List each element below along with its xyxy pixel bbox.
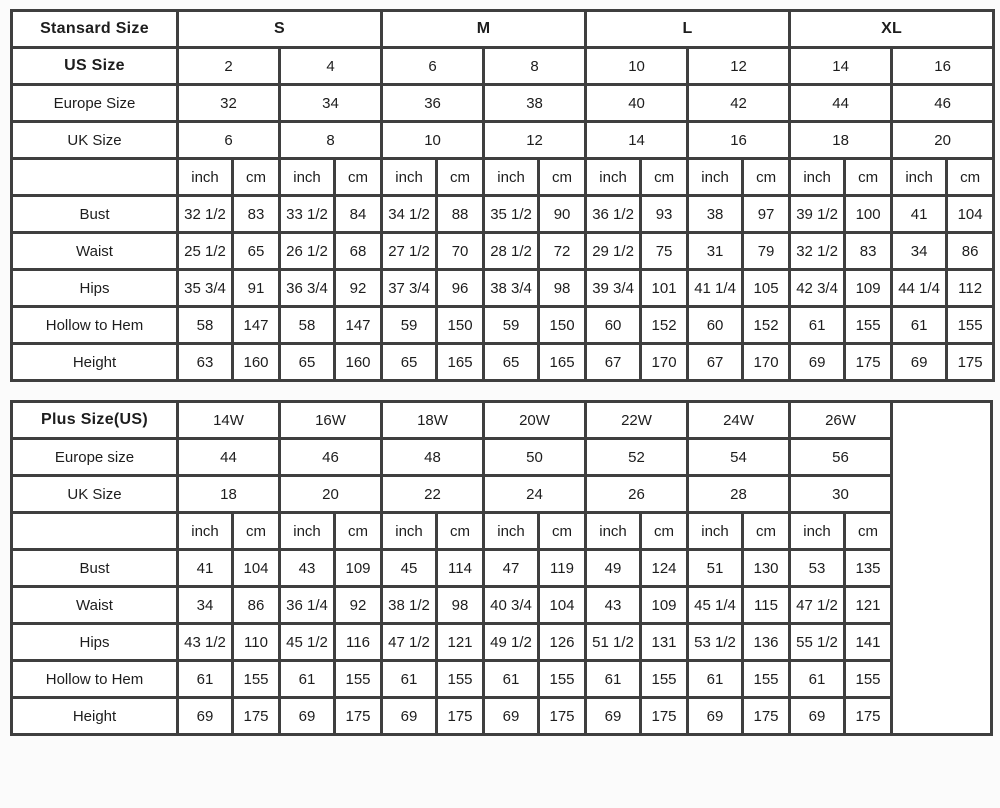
measurement-value-cell: 116 [335,624,382,661]
size-number-cell: 48 [382,439,484,476]
table-row [12,402,992,439]
measurement-value-cell: 136 [743,624,790,661]
measurement-value-cell: 40 3/4 [484,587,539,624]
measurement-value-cell: 97 [743,196,790,233]
measurement-value-cell: 55 1/2 [790,624,845,661]
measurement-value-cell: 175 [437,698,484,735]
standard-size-table [10,9,995,382]
measurement-value-cell: 131 [641,624,688,661]
size-number-cell: 10 [586,48,688,85]
measurement-value-cell: 69 [688,698,743,735]
size-chart-tables [10,9,990,736]
measurement-value-cell: 67 [586,344,641,381]
size-number-cell: 44 [178,439,280,476]
measurement-value-cell: 175 [233,698,280,735]
row-label: Europe size [12,439,178,476]
measurement-value-cell: 155 [539,661,586,698]
size-number-cell: 20 [892,122,994,159]
size-group-header-cell: M [382,11,586,48]
table-row [12,11,994,48]
measurement-value-cell: 34 [892,233,947,270]
unit-header-cell: inch [178,513,233,550]
measurement-value-cell: 44 1/4 [892,270,947,307]
table-row [12,476,992,513]
row-label: UK Size [12,476,178,513]
unit-header-cell: inch [586,513,641,550]
measurement-value-cell: 109 [335,550,382,587]
size-number-cell: 16W [280,402,382,439]
measurement-value-cell: 88 [437,196,484,233]
measurement-value-cell: 49 1/2 [484,624,539,661]
measurement-value-cell: 25 1/2 [178,233,233,270]
measurement-value-cell: 34 [178,587,233,624]
measurement-value-cell: 84 [335,196,382,233]
size-number-cell: 14 [586,122,688,159]
measurement-value-cell: 69 [892,344,947,381]
measurement-value-cell: 155 [947,307,994,344]
measurement-value-cell: 68 [335,233,382,270]
measurement-value-cell: 170 [641,344,688,381]
size-number-cell: 8 [280,122,382,159]
measurement-value-cell: 38 [688,196,743,233]
measurement-value-cell: 69 [484,698,539,735]
measurement-value-cell: 61 [178,661,233,698]
measurement-value-cell: 38 3/4 [484,270,539,307]
measurement-value-cell: 115 [743,587,790,624]
measurement-value-cell: 175 [539,698,586,735]
size-number-cell: 20 [280,476,382,513]
unit-header-cell: cm [539,159,586,196]
measurement-value-cell: 165 [437,344,484,381]
unit-header-cell: inch [688,159,743,196]
measurement-value-cell: 45 [382,550,437,587]
measurement-value-cell: 155 [335,661,382,698]
unit-header-cell: inch [382,513,437,550]
measurement-value-cell: 98 [437,587,484,624]
size-number-cell: 14 [790,48,892,85]
measurement-value-cell: 91 [233,270,280,307]
row-label: Hips [12,624,178,661]
measurement-value-cell: 59 [484,307,539,344]
measurement-value-cell: 83 [845,233,892,270]
measurement-value-cell: 34 1/2 [382,196,437,233]
size-number-cell: 24 [484,476,586,513]
measurement-value-cell: 86 [947,233,994,270]
size-number-cell: 28 [688,476,790,513]
table-row [12,344,994,381]
row-label: Europe Size [12,85,178,122]
measurement-value-cell: 69 [586,698,641,735]
unit-header-cell: cm [539,513,586,550]
measurement-value-cell: 150 [437,307,484,344]
unit-header-cell: cm [743,513,790,550]
size-number-cell: 16 [688,122,790,159]
size-number-cell: 50 [484,439,586,476]
size-number-cell: 32 [178,85,280,122]
measurement-value-cell: 150 [539,307,586,344]
measurement-value-cell: 152 [641,307,688,344]
measurement-value-cell: 61 [280,661,335,698]
unit-header-cell: inch [688,513,743,550]
measurement-value-cell: 86 [233,587,280,624]
measurement-value-cell: 121 [845,587,892,624]
measurement-value-cell: 104 [539,587,586,624]
measurement-value-cell: 112 [947,270,994,307]
measurement-value-cell: 69 [178,698,233,735]
measurement-value-cell: 43 [586,587,641,624]
measurement-value-cell: 135 [845,550,892,587]
table-row [12,698,992,735]
size-number-cell: 18W [382,402,484,439]
measurement-value-cell: 60 [586,307,641,344]
measurement-value-cell: 98 [539,270,586,307]
unit-header-cell: inch [790,513,845,550]
size-number-cell: 12 [688,48,790,85]
measurement-value-cell: 61 [586,661,641,698]
measurement-value-cell: 31 [688,233,743,270]
row-label [12,159,178,196]
measurement-value-cell: 69 [280,698,335,735]
size-number-cell: 40 [586,85,688,122]
unit-header-cell: inch [382,159,437,196]
size-number-cell: 22 [382,476,484,513]
measurement-value-cell: 58 [280,307,335,344]
size-number-cell: 2 [178,48,280,85]
measurement-value-cell: 69 [382,698,437,735]
unit-header-cell: cm [845,513,892,550]
size-number-cell: 44 [790,85,892,122]
measurement-value-cell: 104 [947,196,994,233]
measurement-value-cell: 35 1/2 [484,196,539,233]
measurement-value-cell: 155 [437,661,484,698]
measurement-value-cell: 60 [688,307,743,344]
size-number-cell: 36 [382,85,484,122]
row-label: US Size [12,48,178,85]
measurement-value-cell: 100 [845,196,892,233]
measurement-value-cell: 26 1/2 [280,233,335,270]
measurement-value-cell: 32 1/2 [790,233,845,270]
row-label: Plus Size(US) [12,402,178,439]
row-label: Waist [12,587,178,624]
measurement-value-cell: 45 1/4 [688,587,743,624]
measurement-value-cell: 36 1/4 [280,587,335,624]
row-label: Bust [12,196,178,233]
unit-header-cell: inch [892,159,947,196]
measurement-value-cell: 47 [484,550,539,587]
measurement-value-cell: 35 3/4 [178,270,233,307]
measurement-value-cell: 160 [233,344,280,381]
table-row [12,550,992,587]
unit-header-cell: cm [233,159,280,196]
measurement-value-cell: 51 [688,550,743,587]
table-row [12,85,994,122]
measurement-value-cell: 124 [641,550,688,587]
row-label: Height [12,344,178,381]
size-number-cell: 10 [382,122,484,159]
measurement-value-cell: 43 [280,550,335,587]
measurement-value-cell: 28 1/2 [484,233,539,270]
size-number-cell: 20W [484,402,586,439]
size-number-cell: 46 [892,85,994,122]
measurement-value-cell: 67 [688,344,743,381]
row-label: Hips [12,270,178,307]
measurement-value-cell: 92 [335,587,382,624]
unit-header-cell: inch [280,159,335,196]
size-number-cell: 26W [790,402,892,439]
unit-header-cell: cm [437,513,484,550]
table-row [12,270,994,307]
size-number-cell: 4 [280,48,382,85]
measurement-value-cell: 175 [845,344,892,381]
measurement-value-cell: 53 1/2 [688,624,743,661]
size-number-cell: 46 [280,439,382,476]
measurement-value-cell: 38 1/2 [382,587,437,624]
measurement-value-cell: 175 [335,698,382,735]
table-row [12,513,992,550]
measurement-value-cell: 160 [335,344,382,381]
measurement-value-cell: 41 1/4 [688,270,743,307]
size-number-cell: 30 [790,476,892,513]
measurement-value-cell: 119 [539,550,586,587]
measurement-value-cell: 155 [845,661,892,698]
measurement-value-cell: 36 1/2 [586,196,641,233]
empty-cell [892,402,992,735]
measurement-value-cell: 105 [743,270,790,307]
size-number-cell: 6 [178,122,280,159]
row-label: Hollow to Hem [12,307,178,344]
measurement-value-cell: 65 [280,344,335,381]
measurement-value-cell: 47 1/2 [382,624,437,661]
unit-header-cell: inch [178,159,233,196]
size-number-cell: 16 [892,48,994,85]
measurement-value-cell: 170 [743,344,790,381]
measurement-value-cell: 41 [178,550,233,587]
unit-header-cell: cm [947,159,994,196]
size-number-cell: 42 [688,85,790,122]
measurement-value-cell: 96 [437,270,484,307]
size-number-cell: 52 [586,439,688,476]
measurement-value-cell: 59 [382,307,437,344]
table-row [12,587,992,624]
measurement-value-cell: 147 [335,307,382,344]
unit-header-cell: inch [484,159,539,196]
unit-header-cell: cm [743,159,790,196]
measurement-value-cell: 65 [233,233,280,270]
plus-size-table [10,400,993,736]
unit-header-cell: inch [790,159,845,196]
size-number-cell: 14W [178,402,280,439]
unit-header-cell: cm [335,159,382,196]
measurement-value-cell: 69 [790,344,845,381]
measurement-value-cell: 53 [790,550,845,587]
row-label: Waist [12,233,178,270]
table-row [12,624,992,661]
measurement-value-cell: 83 [233,196,280,233]
row-label: Stansard Size [12,11,178,48]
measurement-value-cell: 121 [437,624,484,661]
measurement-value-cell: 175 [641,698,688,735]
measurement-value-cell: 101 [641,270,688,307]
measurement-value-cell: 141 [845,624,892,661]
size-number-cell: 18 [178,476,280,513]
table-row [12,307,994,344]
measurement-value-cell: 70 [437,233,484,270]
row-label: Bust [12,550,178,587]
measurement-value-cell: 126 [539,624,586,661]
size-number-cell: 26 [586,476,688,513]
measurement-value-cell: 175 [845,698,892,735]
measurement-value-cell: 42 3/4 [790,270,845,307]
row-label: Height [12,698,178,735]
measurement-value-cell: 39 1/2 [790,196,845,233]
measurement-value-cell: 41 [892,196,947,233]
measurement-value-cell: 61 [790,307,845,344]
measurement-value-cell: 43 1/2 [178,624,233,661]
measurement-value-cell: 61 [688,661,743,698]
measurement-value-cell: 63 [178,344,233,381]
measurement-value-cell: 90 [539,196,586,233]
table-row [12,159,994,196]
measurement-value-cell: 37 3/4 [382,270,437,307]
size-number-cell: 6 [382,48,484,85]
measurement-value-cell: 32 1/2 [178,196,233,233]
size-number-cell: 24W [688,402,790,439]
unit-header-cell: cm [641,513,688,550]
unit-header-cell: cm [437,159,484,196]
size-number-cell: 12 [484,122,586,159]
measurement-value-cell: 114 [437,550,484,587]
unit-header-cell: inch [484,513,539,550]
measurement-value-cell: 29 1/2 [586,233,641,270]
row-label: Hollow to Hem [12,661,178,698]
measurement-value-cell: 61 [892,307,947,344]
measurement-value-cell: 61 [382,661,437,698]
unit-header-cell: cm [233,513,280,550]
measurement-value-cell: 36 3/4 [280,270,335,307]
unit-header-cell: cm [641,159,688,196]
measurement-value-cell: 155 [845,307,892,344]
size-group-header-cell: L [586,11,790,48]
measurement-value-cell: 175 [743,698,790,735]
measurement-value-cell: 130 [743,550,790,587]
measurement-value-cell: 93 [641,196,688,233]
measurement-value-cell: 45 1/2 [280,624,335,661]
measurement-value-cell: 79 [743,233,790,270]
unit-header-cell: cm [335,513,382,550]
measurement-value-cell: 33 1/2 [280,196,335,233]
table-row [12,196,994,233]
measurement-value-cell: 175 [947,344,994,381]
measurement-value-cell: 61 [484,661,539,698]
size-group-header-cell: XL [790,11,994,48]
table-row [12,439,992,476]
row-label [12,513,178,550]
measurement-value-cell: 75 [641,233,688,270]
size-group-header-cell: S [178,11,382,48]
measurement-value-cell: 69 [790,698,845,735]
measurement-value-cell: 155 [233,661,280,698]
size-number-cell: 18 [790,122,892,159]
measurement-value-cell: 104 [233,550,280,587]
size-number-cell: 54 [688,439,790,476]
measurement-value-cell: 165 [539,344,586,381]
measurement-value-cell: 92 [335,270,382,307]
table-row [12,48,994,85]
table-row [12,661,992,698]
unit-header-cell: inch [280,513,335,550]
size-number-cell: 8 [484,48,586,85]
measurement-value-cell: 155 [743,661,790,698]
measurement-value-cell: 27 1/2 [382,233,437,270]
table-row [12,122,994,159]
size-number-cell: 22W [586,402,688,439]
measurement-value-cell: 47 1/2 [790,587,845,624]
row-label: UK Size [12,122,178,159]
measurement-value-cell: 65 [484,344,539,381]
measurement-value-cell: 61 [790,661,845,698]
measurement-value-cell: 65 [382,344,437,381]
measurement-value-cell: 72 [539,233,586,270]
measurement-value-cell: 155 [641,661,688,698]
size-number-cell: 56 [790,439,892,476]
unit-header-cell: cm [845,159,892,196]
measurement-value-cell: 49 [586,550,641,587]
size-number-cell: 34 [280,85,382,122]
measurement-value-cell: 58 [178,307,233,344]
measurement-value-cell: 147 [233,307,280,344]
measurement-value-cell: 109 [641,587,688,624]
measurement-value-cell: 51 1/2 [586,624,641,661]
measurement-value-cell: 110 [233,624,280,661]
unit-header-cell: inch [586,159,641,196]
measurement-value-cell: 39 3/4 [586,270,641,307]
size-number-cell: 38 [484,85,586,122]
table-row [12,233,994,270]
measurement-value-cell: 152 [743,307,790,344]
measurement-value-cell: 109 [845,270,892,307]
